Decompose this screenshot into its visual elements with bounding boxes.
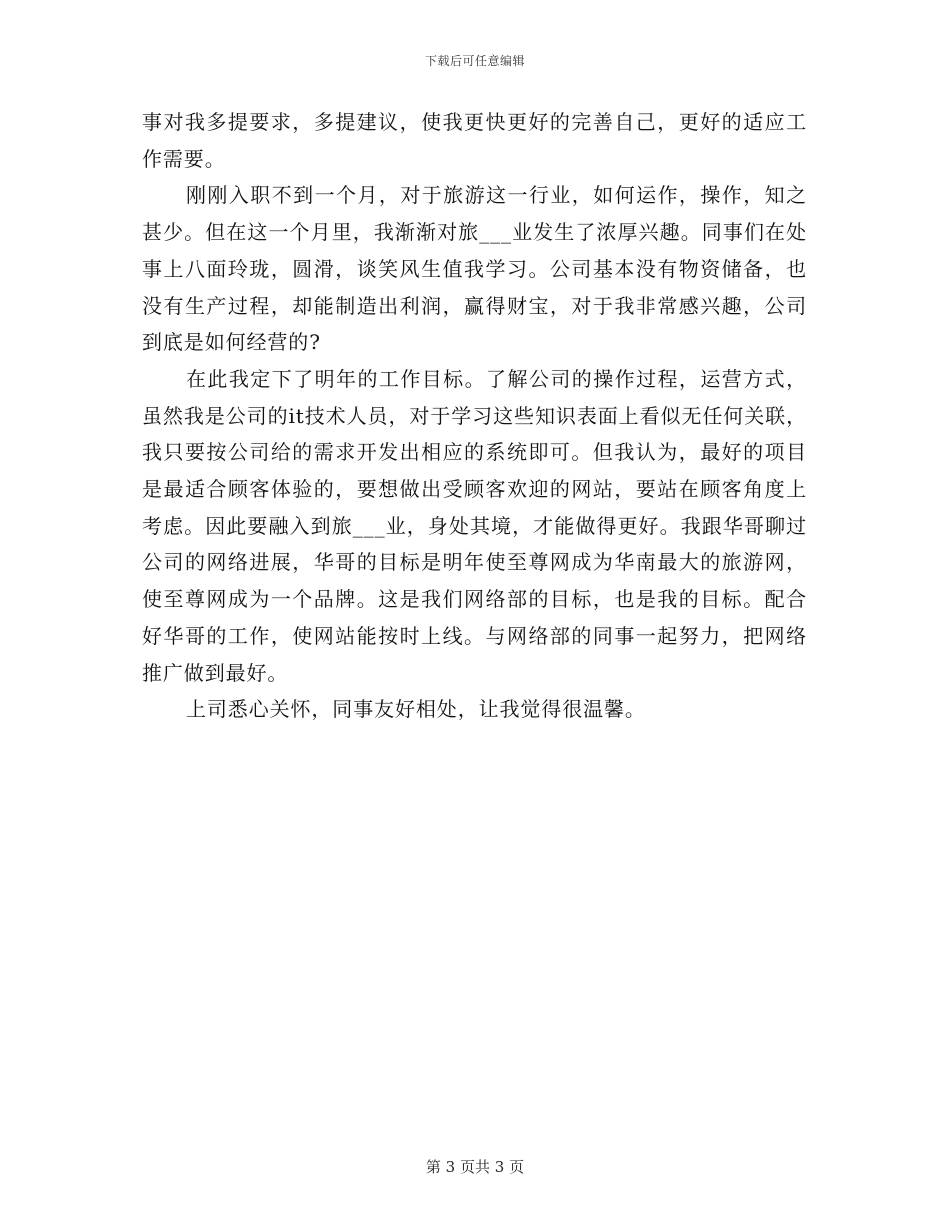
page-header: 下载后可任意编辑 [424, 54, 525, 68]
paragraph-goals: 在此我定下了明年的工作目标。了解公司的操作过程，运营方式，虽然我是公司的it技术人员，对于学习这些知识表面上看似无任何关联，我只要按公司给的需求开发出相应的系统即可。但我认为，最好的项目是最适合顾客体验的，要想做出受顾客欢迎的网站，要站在顾客角度上考虑。因此要融入到旅___业，身处其境，才能做得更好。我跟华哥聊过公司的网络进展，华哥的目标是明年使至尊网成为华南最大的旅游网，使至尊网成为一个品牌。这是我们网络部的目标，也是我的目标。配合好华哥的工作，使网站能按时上线。与网络部的同事一起努力，把网络推广做到最好。 [142, 366, 807, 685]
document-body [142, 104, 807, 728]
paragraph-closing: 上司悉心关怀，同事友好相处，让我觉得很温馨。 [186, 697, 646, 722]
paragraph-onboarding: 刚刚入职不到一个月，对于旅游这一行业，如何运作，操作，知之甚少。但在这一个月里，我渐渐对旅___业发生了浓厚兴趣。同事们在处事上八面玲珑，圆滑，谈笑风生值我学习。公司基本没有物资储备，也没有生产过程，却能制造出利润，赢得财宝，对于我非常感兴趣，公司到底是如何经营的? [142, 183, 807, 355]
paragraph-continued: 事对我多提要求，多提建议，使我更快更好的完善自己，更好的适应工作需要。 [142, 110, 807, 171]
page-number: 第 3 页共 3 页 [425, 1158, 525, 1176]
